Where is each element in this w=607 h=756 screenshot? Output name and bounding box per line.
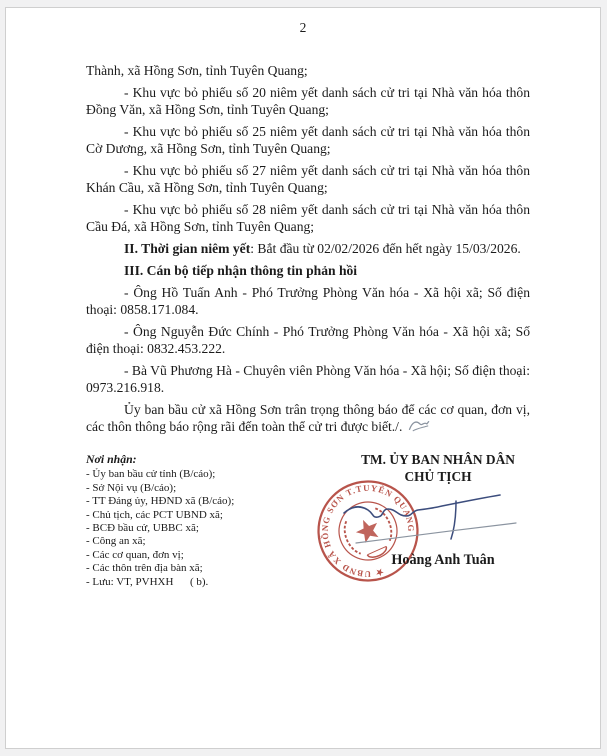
polling-item: - Khu vực bỏ phiếu số 28 niêm yết danh sách cử tri tại Nhà văn hóa thôn Cầu Đá, xã Hồng Sơn, tỉnh Tuyên Quang; [86, 202, 530, 234]
recipient-item: - Công an xã; [86, 535, 146, 548]
org-line: TM. ỦY BAN NHÂN DÂN [361, 452, 515, 467]
page-number: 2 [299, 20, 307, 35]
section-ii-line [86, 240, 530, 257]
document-body [6, 36, 600, 601]
recipient-item: - Các thôn trên địa bàn xã; [86, 562, 203, 575]
document-page [5, 7, 601, 749]
closing-text: Ủy ban bầu cử xã Hồng Sơn trân trọng thông báo để các cơ quan, đơn vị, các thôn thông báo rộng rãi đến toàn thể cử tri được biết./. [86, 402, 530, 434]
section-ii-text: : Bắt đầu từ 02/02/2026 đến hết ngày 15/03/2026. [250, 241, 521, 256]
polling-item: - Khu vực bỏ phiếu số 27 niêm yết danh sách cử tri tại Nhà văn hóa thôn Khán Cầu, xã Hồng Sơn, tỉnh Tuyên Quang; [86, 163, 530, 195]
handwritten-signature-icon [324, 479, 534, 559]
contact-item: - Ông Hồ Tuấn Anh - Phó Trưởng Phòng Văn hóa - Xã hội xã; Số điện thoại: 0858.171.084. [86, 285, 530, 317]
contact-item: - Ông Nguyễn Đức Chính - Phó Trưởng Phòng Văn hóa - Xã hội xã; Số điện thoại: 0832.453.222. [86, 324, 530, 356]
recipient-item: - Lưu: VT, PVHXH ( b). [86, 575, 209, 588]
contact-item: - Bà Vũ Phương Hà - Chuyên viên Phòng Văn hóa - Xã hội; Số điện thoại: 0973.216.918. [86, 363, 530, 395]
signature-footer [86, 451, 530, 601]
seal-ring-text: ★ UBND XÃ HỒNG SƠN T.TUYÊN QUANG [319, 482, 417, 580]
polling-item: - Khu vực bỏ phiếu số 25 niêm yết danh sách cử tri tại Nhà văn hóa thôn Cờ Dương, xã Hồng Sơn, tỉnh Tuyên Quang; [86, 124, 530, 156]
recipient-item: - Ủy ban bầu cử tỉnh (B/cáo); [86, 468, 216, 481]
initials-mark-icon [407, 416, 433, 433]
recipient-item: - Sở Nội vụ (B/cáo); [86, 481, 177, 494]
recipient-item: - Chủ tịch, các PCT UBND xã; [86, 508, 223, 521]
section-ii-label: II. Thời gian niêm yết [124, 241, 251, 256]
recipient-item: - TT Đảng ủy, HĐND xã (B/cáo); [86, 495, 235, 508]
recipient-item: - Các cơ quan, đơn vị; [86, 548, 184, 561]
section-iii-heading: III. Cán bộ tiếp nhận thông tin phản hồi [124, 263, 358, 278]
title-line: CHỦ TỊCH [404, 469, 472, 484]
closing-paragraph [86, 401, 530, 435]
continuation-line: Thành, xã Hồng Sơn, tỉnh Tuyên Quang; [86, 63, 308, 78]
signer-name: Hoàng Anh Tuân [391, 552, 495, 568]
recipient-item: - BCĐ bầu cử, UBBC xã; [86, 522, 199, 535]
polling-item: - Khu vực bỏ phiếu số 20 niêm yết danh sách cử tri tại Nhà văn hóa thôn Đồng Văn, xã Hồng Sơn, tỉnh Tuyên Quang; [86, 85, 530, 117]
recipients-list [86, 453, 341, 589]
recipients-label: Nơi nhận: [86, 452, 137, 466]
